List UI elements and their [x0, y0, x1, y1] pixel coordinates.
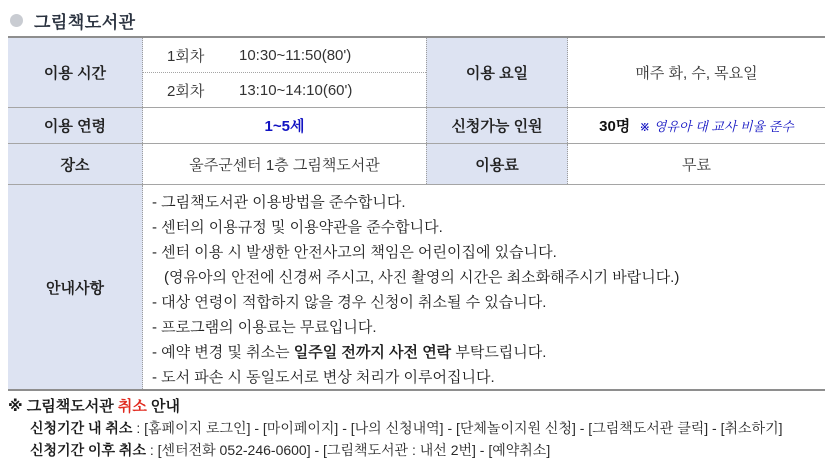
row-notice — [8, 185, 825, 389]
cancel-line-label: 신청기간 내 취소 — [30, 420, 133, 436]
cancel-line-path: [센터전화 052-246-0600] - [그림책도서관 : 내선 2번] - [예약취소] — [157, 442, 551, 458]
notice-item: - 그림책도서관 이용방법을 준수합니다. — [152, 194, 406, 211]
row-usage-time — [8, 38, 825, 108]
capacity-label: 신청가능 인원 — [426, 108, 568, 143]
cancel-line-path: [홈페이지 로그인] - [마이페이지] - [나의 신청내역] - [단체놀이지원 신청] - [그림책도서관 클릭] - [취소하기] — [144, 420, 783, 436]
cancel-within-period-line — [30, 417, 832, 439]
program-info-table — [8, 36, 825, 391]
notice-item — [152, 340, 679, 365]
notice-label: 안내사항 — [8, 185, 143, 389]
notice-list — [152, 190, 679, 390]
notice-item-emphasis: 일주일 전까지 사전 연락 — [293, 344, 452, 361]
fee-label: 이용료 — [426, 144, 568, 184]
row-age-capacity — [8, 108, 825, 144]
session-row-2 — [143, 73, 426, 107]
usage-time-label: 이용 시간 — [8, 38, 143, 107]
usage-time-sessions — [143, 38, 426, 107]
session-name: 1회차 — [167, 47, 205, 65]
cancel-guide-heading — [8, 397, 832, 417]
heading-post: 안내 — [146, 398, 180, 415]
notice-content — [143, 185, 825, 389]
session-time: 13:10~14:10(60') — [239, 81, 353, 99]
notice-item-continuation: (영유아의 안전에 신경써 주시고, 사진 촬영의 시간은 최소화해주시기 바랍니다.) — [164, 269, 680, 286]
row-place-fee — [8, 144, 825, 185]
fee-value: 무료 — [682, 156, 711, 174]
capacity-count: 30명 — [599, 118, 631, 135]
age-value: 1~5세 — [264, 118, 305, 135]
cancel-line-sep: : — [145, 442, 158, 458]
capacity-value — [568, 108, 825, 143]
notice-item: - 프로그램의 이용료는 무료입니다. — [152, 319, 377, 336]
place-value: 울주군센터 1층 그림책도서관 — [189, 156, 380, 174]
cancel-guide — [8, 397, 832, 461]
cancel-line-label: 신청기간 이후 취소 — [30, 442, 146, 458]
notice-item: - 센터 이용 시 발생한 안전사고의 책임은 어린이집에 있습니다. — [152, 244, 557, 261]
session-time: 10:30~11:50(80') — [239, 46, 352, 64]
usage-days-value: 매주 화, 수, 목요일 — [635, 65, 758, 82]
capacity-note: ※ 영유아 대 교사 비율 준수 — [639, 119, 794, 134]
cancel-after-period-line — [30, 439, 832, 461]
page-title: 그림책도서관 — [34, 12, 136, 32]
usage-days-label: 이용 요일 — [426, 38, 568, 107]
heading-pre: ※ 그림책도서관 — [8, 398, 118, 415]
heading-cancel-word: 취소 — [117, 398, 147, 415]
section-header — [0, 0, 832, 32]
notice-item: - 대상 연령이 적합하지 않을 경우 신청이 취소될 수 있습니다. — [152, 294, 547, 311]
cancel-line-sep: : — [132, 420, 145, 436]
session-name: 2회차 — [167, 82, 205, 100]
notice-item: - 센터의 이용규정 및 이용약관을 준수합니다. — [152, 219, 443, 236]
age-label: 이용 연령 — [8, 108, 143, 143]
session-row-1 — [143, 38, 426, 73]
notice-item: - 도서 파손 시 동일도서로 변상 처리가 이루어집니다. — [152, 369, 495, 386]
place-label: 장소 — [8, 144, 143, 184]
bullet-circle-icon — [10, 14, 23, 27]
notice-item-post: 부탁드립니다. — [451, 344, 547, 361]
notice-item-pre: - 예약 변경 및 취소는 — [152, 344, 294, 361]
